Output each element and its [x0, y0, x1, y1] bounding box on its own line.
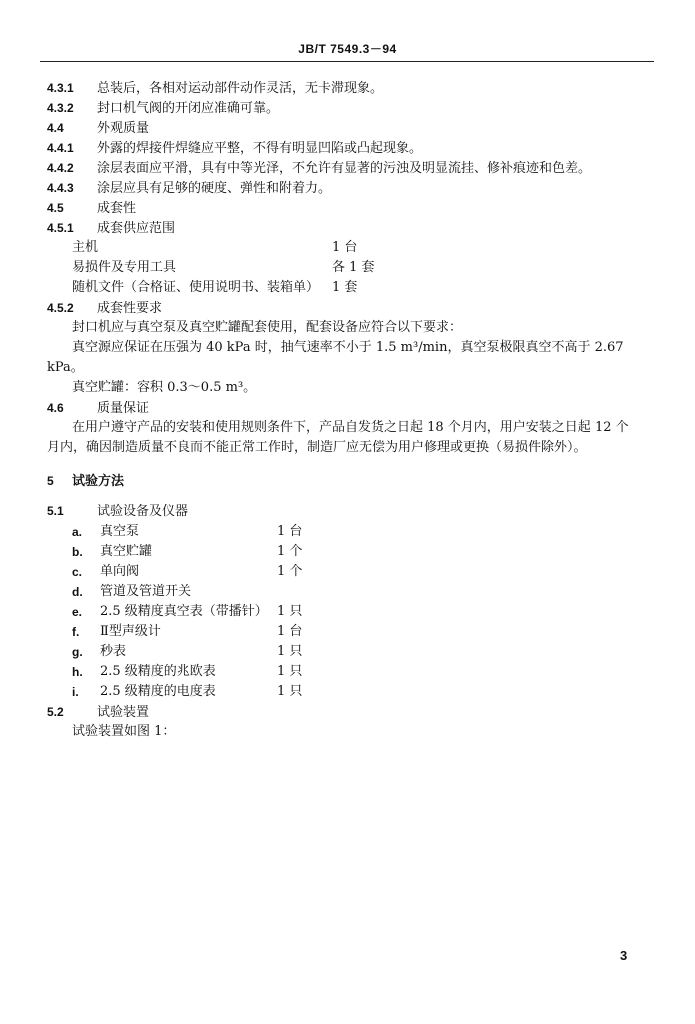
equipment-item-qty: 1 只 — [277, 684, 303, 699]
clause-number: 4.4 — [47, 121, 64, 135]
equipment-item-qty: 1 只 — [277, 644, 303, 659]
equipment-item-name: 管道及管道开关 — [100, 584, 192, 599]
equipment-item-label: b. — [72, 545, 83, 559]
clause-4-4 — [47, 120, 149, 137]
clause-4-4-3 — [47, 180, 331, 197]
equipment-item-label: d. — [72, 585, 83, 599]
clause-4-3-1 — [47, 80, 383, 97]
supply-item — [72, 260, 176, 276]
paragraph: 封口机应与真空泵及真空贮罐配套使用，配套设备应符合以下要求： — [72, 320, 463, 335]
equipment-item-name: 2.5 级精度的电度表 — [100, 684, 216, 699]
section-5-heading — [47, 473, 124, 490]
supply-item-qty: 各 1 套 — [332, 260, 375, 275]
clause-4-4-1 — [47, 140, 422, 157]
supply-item-name: 主机 — [72, 240, 99, 255]
equipment-item-name: Ⅱ型声级计 — [100, 624, 161, 639]
clause-heading: 试验装置 — [97, 705, 150, 720]
equipment-item-qty: 1 台 — [277, 524, 303, 539]
equipment-item-label: g. — [72, 645, 83, 659]
standard-code-header: JB/T 7549.3－94 — [298, 42, 397, 56]
clause-heading: 试验设备及仪器 — [97, 504, 189, 519]
page-number: 3 — [620, 948, 628, 963]
clause-number: 4.4.3 — [47, 181, 74, 195]
paragraph: 真空源应保证在压强为 40 kPa 时，抽气速率不小于 1.5 m³/min，真空泵极限真空不高于 2.67 — [72, 340, 624, 355]
clause-number: 4.4.2 — [47, 161, 74, 175]
clause-4-5 — [47, 200, 136, 217]
equipment-item-name: 秒表 — [100, 644, 127, 659]
clause-4-6 — [47, 400, 149, 417]
clause-number: 4.4.1 — [47, 141, 74, 155]
equipment-item-qty: 1 个 — [277, 544, 303, 559]
equipment-item-name: 2.5 级精度真空表（带播针） — [100, 604, 268, 619]
supply-item-qty: 1 台 — [332, 240, 358, 255]
paragraph-continuation: 月内，确因制造质量不良而不能正常工作时，制造厂应无偿为用户修理或更换（易损件除外）。 — [47, 440, 587, 455]
clause-heading: 成套性要求 — [97, 301, 163, 316]
section-title: 试验方法 — [72, 474, 125, 489]
equipment-item-qty: 1 个 — [277, 564, 303, 579]
supply-item — [72, 280, 319, 296]
clause-number: 4.6 — [47, 401, 64, 415]
clause-5-1 — [47, 503, 188, 520]
clause-number: 5.1 — [47, 504, 64, 518]
clause-number: 4.3.1 — [47, 81, 74, 95]
clause-number: 4.5.1 — [47, 221, 74, 235]
supply-item-name: 随机文件（合格证、使用说明书、装箱单） — [72, 280, 320, 295]
clause-text: 涂层应具有足够的硬度、弹性和附着力。 — [97, 181, 332, 196]
paragraph: 真空贮罐：容积 0.3～0.5 m³。 — [72, 380, 257, 395]
section-number: 5 — [47, 474, 54, 488]
clause-heading: 成套供应范围 — [97, 221, 176, 236]
equipment-item-name: 真空泵 — [100, 524, 140, 539]
clause-heading: 质量保证 — [97, 401, 150, 416]
header-rule — [40, 61, 654, 62]
equipment-item-label: h. — [72, 665, 83, 679]
equipment-item-qty: 1 只 — [277, 664, 303, 679]
equipment-item-qty: 1 台 — [277, 624, 303, 639]
supply-item-qty: 1 套 — [332, 280, 358, 295]
supply-item-name: 易损件及专用工具 — [72, 260, 177, 275]
clause-number: 4.3.2 — [47, 101, 74, 115]
paragraph: 试验装置如图 1： — [72, 724, 176, 739]
clause-4-4-2 — [47, 160, 591, 177]
paragraph-continuation: kPa。 — [47, 360, 84, 375]
clause-heading: 成套性 — [97, 201, 137, 216]
clause-number: 4.5.2 — [47, 301, 74, 315]
clause-text: 总装后，各相对运动部件动作灵活，无卡滞现象。 — [97, 81, 384, 96]
clause-heading: 外观质量 — [97, 121, 150, 136]
paragraph: 在用户遵守产品的安装和使用规则条件下，产品自发货之日起 18 个月内，用户安装之日起 12 个 — [72, 420, 629, 435]
supply-item — [72, 240, 98, 256]
equipment-item-label: e. — [72, 605, 83, 619]
clause-4-5-1 — [47, 220, 175, 237]
equipment-item-label: f. — [72, 625, 80, 639]
clause-5-2 — [47, 704, 149, 721]
clause-4-5-2 — [47, 300, 162, 317]
clause-text: 封口机气阀的开闭应准确可靠。 — [97, 101, 280, 116]
clause-4-3-2 — [47, 100, 279, 117]
clause-text: 外露的焊接件焊缝应平整，不得有明显凹陷或凸起现象。 — [97, 141, 423, 156]
clause-text: 涂层表面应平滑，具有中等光泽，不允许有显著的污浊及明显流挂、修补痕迹和色差。 — [97, 161, 592, 176]
equipment-item-name: 真空贮罐 — [100, 544, 153, 559]
equipment-item-name: 单向阀 — [100, 564, 140, 579]
equipment-item-qty: 1 只 — [277, 604, 303, 619]
equipment-item-name: 2.5 级精度的兆欧表 — [100, 664, 216, 679]
clause-number: 5.2 — [47, 705, 64, 719]
clause-number: 4.5 — [47, 201, 64, 215]
equipment-item-label: a. — [72, 525, 83, 539]
equipment-item-label: i. — [72, 685, 79, 699]
equipment-item-label: c. — [72, 565, 83, 579]
